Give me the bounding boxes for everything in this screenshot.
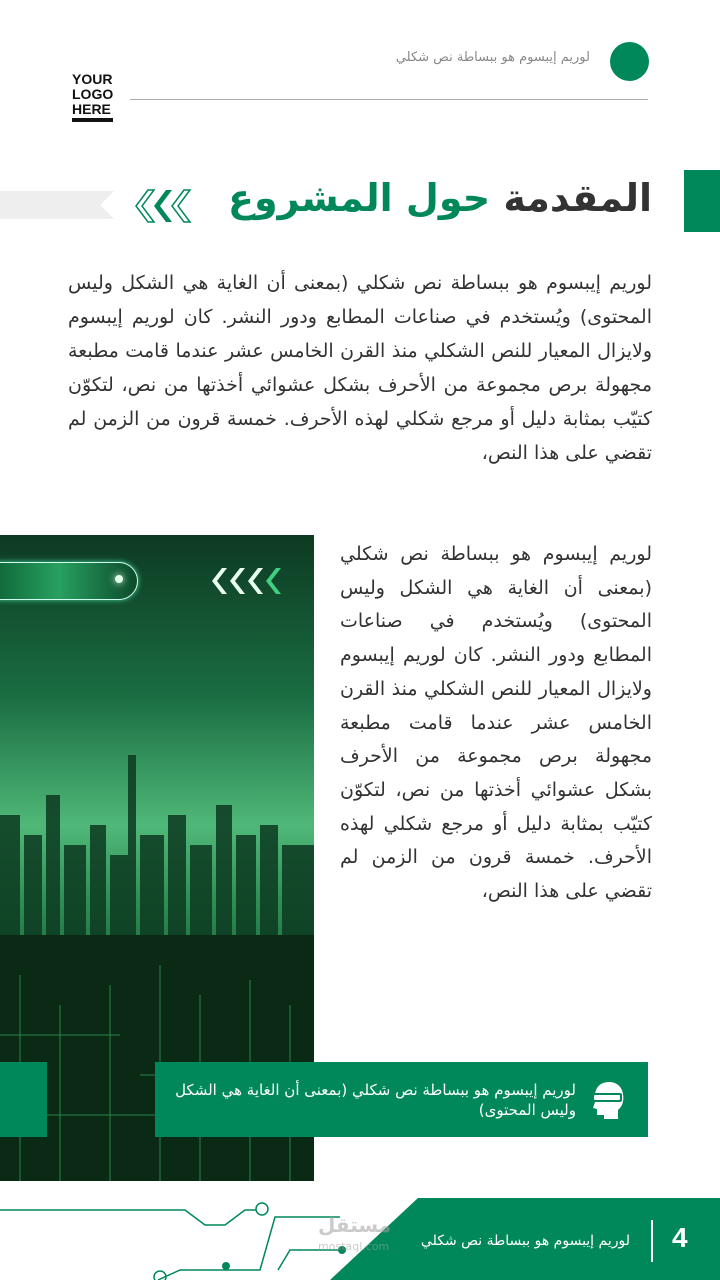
page-title <box>228 176 652 220</box>
header-divider <box>130 99 648 100</box>
footer-divider <box>651 1220 653 1262</box>
header-dot <box>610 42 649 81</box>
title-part2: حول المشروع <box>228 176 491 220</box>
body-paragraph: لوريم إيبسوم هو ببساطة نص شكلي (بمعنى أن الغاية هي الشكل وليس المحتوى) ويُستخدم في صناعات المطابع ودور النشر. كان لوريم إيبسوم ولايزال المعيار للنص الشكلي منذ القرن الخامس عشر عندما قامت مطبعة مجهولة برص مجموعة من الأحرف بشكل عشوائي أخذتها من نص، لتكوّن كتيّب بمثابة دليل أو مرجع شكلي لهذه الأحرف. خمسة قرون من الزمن لم تقضي على هذا النص، <box>340 543 652 903</box>
glow-dot <box>115 575 123 583</box>
watermark-url: mostaql.com <box>318 1240 390 1253</box>
title-ribbon <box>0 191 114 219</box>
chevrons-left-icon <box>210 566 288 596</box>
callout-box <box>155 1062 648 1137</box>
chevrons-left-icon <box>134 188 200 224</box>
vr-headset-head-icon <box>592 1080 626 1120</box>
intro-paragraph: لوريم إيبسوم هو ببساطة نص شكلي (بمعنى أن الغاية هي الشكل وليس المحتوى) ويُستخدم في صناعات المطابع ودور النشر. كان لوريم إيبسوم ولايزال المعيار للنص الشكلي منذ القرن الخامس عشر عندما قامت مطبعة مجهولة برص مجموعة من الأحرف بشكل عشوائي أخذتها من نص، لتكوّن كتيّب بمثابة دليل أو مرجع شكلي لهذه الأحرف. خمسة قرون من الزمن لم تقضي على هذا النص، <box>68 272 652 464</box>
logo <box>72 72 113 122</box>
side-accent-block <box>0 1062 47 1137</box>
watermark: مستقل <box>318 1213 392 1237</box>
title-accent-bar <box>684 170 720 232</box>
page-number: 4 <box>672 1222 688 1253</box>
logo-line: LOGO <box>72 86 114 102</box>
footer-text: لوريم إيبسوم هو ببساطة نص شكلي <box>420 1233 630 1249</box>
header-text: لوريم إيبسوم هو ببساطة نص شكلي <box>395 50 590 65</box>
logo-line: YOUR <box>72 71 113 87</box>
logo-line: HERE <box>72 101 111 117</box>
callout-text: لوريم إيبسوم هو ببساطة نص شكلي (بمعنى أن الغاية هي الشكل وليس المحتوى) <box>175 1080 576 1119</box>
title-part1: المقدمة <box>503 176 652 220</box>
